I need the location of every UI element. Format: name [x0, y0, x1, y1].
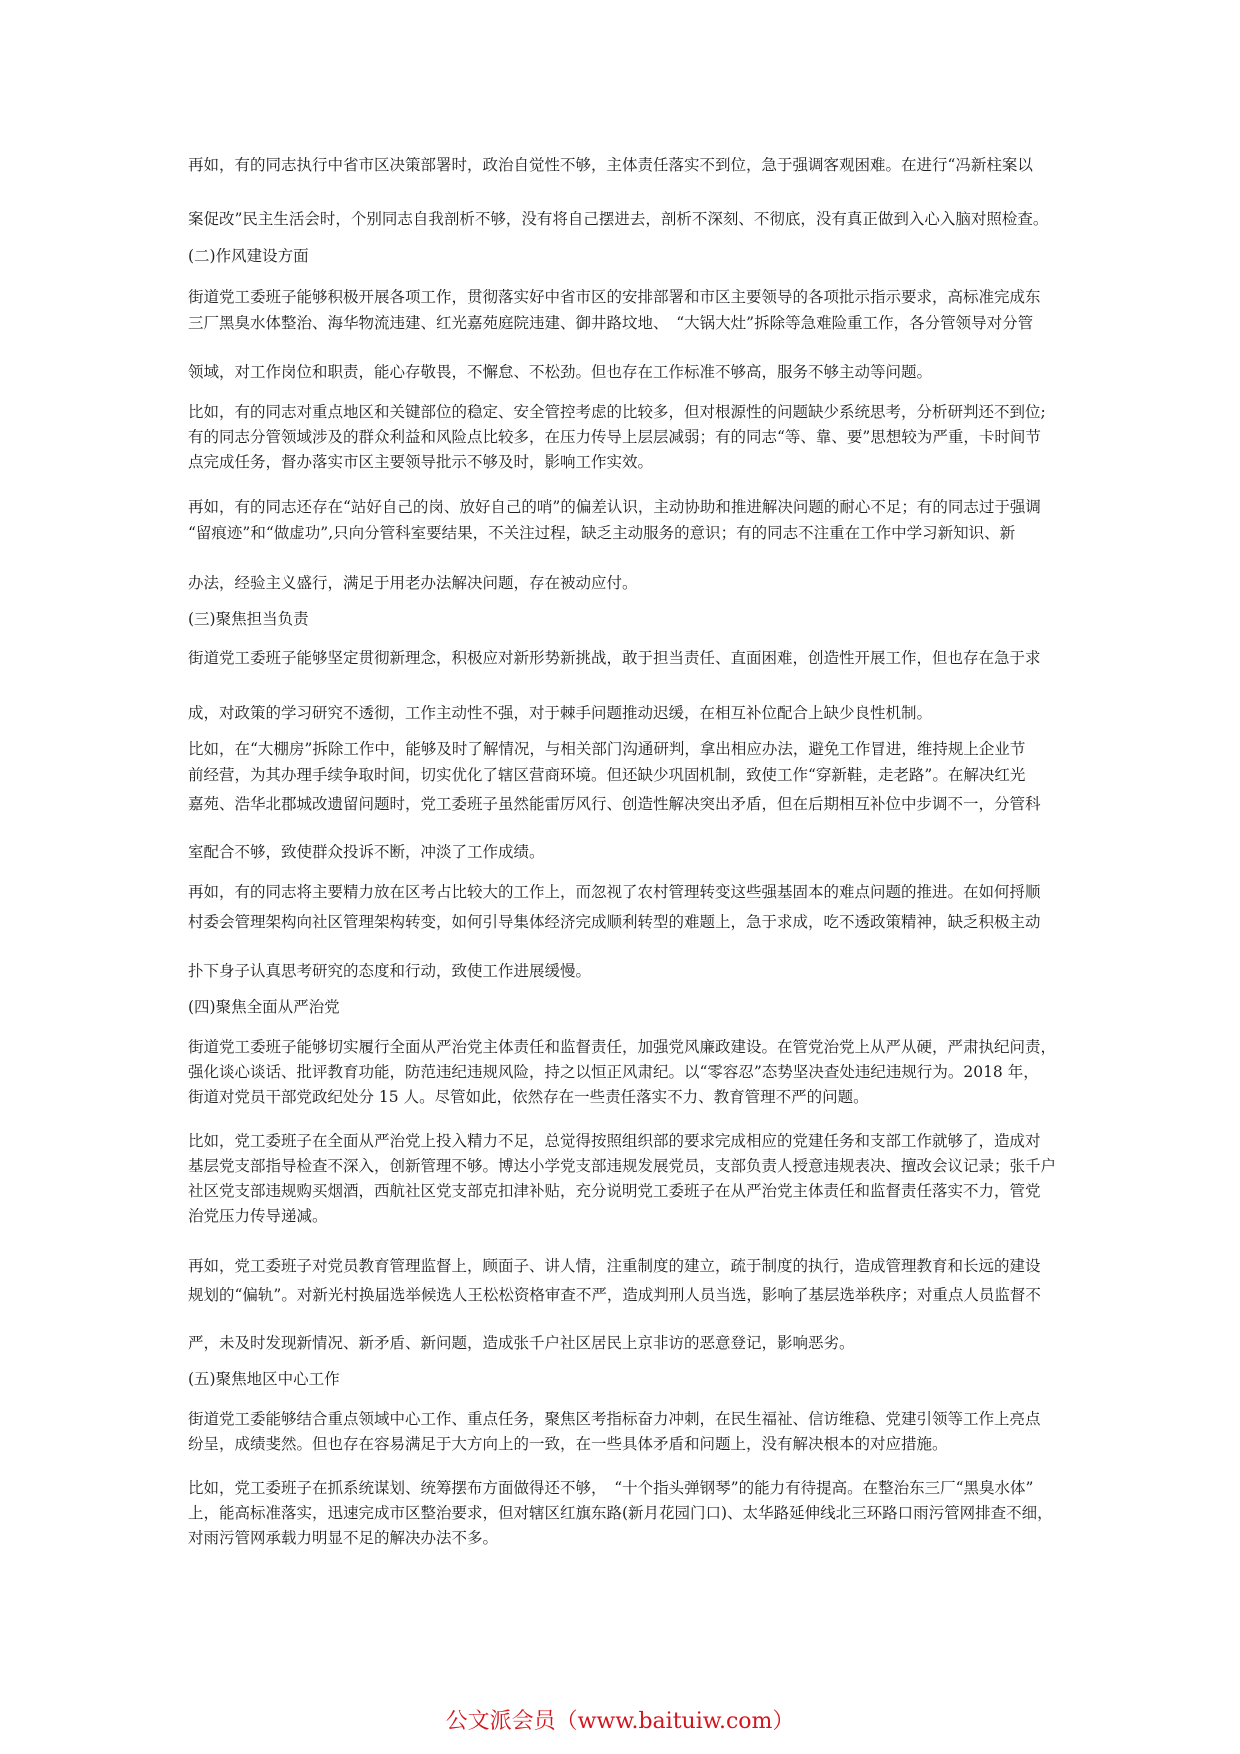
- text-line: 再如，有的同志将主要精力放在区考占比较大的工作上，而忽视了农村管理转变这些强基固本的难点问题的推进。在如何捋顺: [188, 883, 1041, 901]
- text-line: 治党压力传导递减。: [188, 1207, 328, 1225]
- text-line: 扑下身子认真思考研究的态度和行动，致使工作进展缓慢。: [188, 962, 592, 980]
- text-line: 街道党工委能够结合重点领域中心工作、重点任务，聚焦区考指标奋力冲刺，在民生福祉、信访维稳、党建引领等工作上亮点: [188, 1410, 1041, 1428]
- text-line: 上，能高标准落实，迅速完成市区整治要求，但对辖区红旗东路(新月花园门口)、太华路延伸线北三环路口雨污管网排查不细，: [188, 1504, 1053, 1522]
- text-line: 村委会管理架构向社区管理架构转变，如何引导集体经济完成顺利转型的难题上，急于求成，吃不透政策精神，缺乏积极主动: [188, 913, 1041, 931]
- text-line: 对雨污管网承载力明显不足的解决办法不多。: [188, 1529, 499, 1547]
- text-line: 再如，党工委班子对党员教育管理监督上，顾面子、讲人情，注重制度的建立，疏于制度的执行，造成管理教育和长远的建设: [188, 1257, 1041, 1275]
- text-line: 比如，在“大棚房”拆除工作中，能够及时了解情况，与相关部门沟通研判，拿出相应办法，避免工作冒进，维持规上企业节: [188, 740, 1026, 758]
- text-line: 严，未及时发现新情况、新矛盾、新问题，造成张千户社区居民上京非访的恶意登记，影响恶劣。: [188, 1334, 855, 1352]
- text-line: 街道党工委班子能够积极开展各项工作，贯彻落实好中省市区的安排部署和市区主要领导的各项批示指示要求，高标准完成东: [188, 288, 1041, 306]
- footer-watermark: 公文派会员（www.baituiw.com）: [445, 1709, 795, 1734]
- section-heading: (四)聚焦全面从严治党: [188, 998, 340, 1016]
- text-line: 有的同志分管领域涉及的群众利益和风险点比较多，在压力传导上层层减弱；有的同志“等、靠、要”思想较为严重，卡时间节: [188, 428, 1041, 446]
- text-line: 纷呈，成绩斐然。但也存在容易满足于大方向上的一致，在一些具体矛盾和问题上，没有解决根本的对应措施。: [188, 1435, 948, 1453]
- text-line: 街道对党员干部党政纪处分 15 人。尽管如此，依然存在一些责任落实不力、教育管理不严的问题。: [188, 1088, 869, 1106]
- text-line: 比如，有的同志对重点地区和关键部位的稳定、安全管控考虑的比较多，但对根源性的问题缺少系统思考，分析研判还不到位;: [188, 403, 1046, 421]
- text-line: 再如，有的同志执行中省市区决策部署时，政治自觉性不够，主体责任落实不到位，急于强调客观困难。在进行“冯新柱案以: [188, 156, 1033, 174]
- section-heading: (三)聚焦担当负责: [188, 610, 309, 628]
- text-line: 前经营，为其办理手续争取时间，切实优化了辖区营商环境。但还缺少巩固机制，致使工作“穿新鞋，走老路”。在解决红光: [188, 766, 1026, 784]
- text-line: 街道党工委班子能够坚定贯彻新理念，积极应对新形势新挑战，敢于担当责任、直面困难，创造性开展工作，但也存在急于求: [188, 649, 1041, 667]
- text-line: 再如，有的同志还存在“站好自己的岗、放好自己的哨”的偏差认识，主动协助和推进解决问题的耐心不足；有的同志过于强调: [188, 498, 1041, 516]
- text-line: 嘉苑、浩华北郡城改遗留问题时，党工委班子虽然能雷厉风行、创造性解决突出矛盾，但在后期相互补位中步调不一，分管科: [188, 795, 1041, 813]
- text-line: 案促改”民主生活会时，个别同志自我剖析不够，没有将自己摆进去，剖析不深刻、不彻底，没有真正做到入心入脑对照检查。: [188, 210, 1049, 228]
- section-heading: (五)聚焦地区中心工作: [188, 1370, 340, 1388]
- text-line: 强化谈心谈话、批评教育功能，防范违纪违规风险，持之以恒正风肃纪。以“零容忍”态势坚决查处违纪违规行为。2018 年，: [188, 1063, 1039, 1081]
- text-line: 社区党支部违规购买烟酒，西航社区党支部克扣津补贴，充分说明党工委班子在从严治党主体责任和监督责任落实不力，管党: [188, 1182, 1041, 1200]
- text-line: 成，对政策的学习研究不透彻，工作主动性不强，对于棘手问题推动迟缓，在相互补位配合上缺少良性机制。: [188, 704, 933, 722]
- text-line: 办法，经验主义盛行，满足于用老办法解决问题，存在被动应付。: [188, 574, 638, 592]
- text-line: “留痕迹”和“做虚功”,只向分管科室要结果，不关注过程，缺乏主动服务的意识；有的同志不注重在工作中学习新知识、新: [188, 524, 1016, 542]
- text-line: 点完成任务，督办落实市区主要领导批示不够及时，影响工作实效。: [188, 453, 654, 471]
- text-line: 比如，党工委班子在全面从严治党上投入精力不足，总觉得按照组织部的要求完成相应的党建任务和支部工作就够了，造成对: [188, 1132, 1041, 1150]
- text-line: 领域，对工作岗位和职责，能心存敬畏，不懈怠、不松劲。但也存在工作标准不够高，服务不够主动等问题。: [188, 363, 933, 381]
- text-line: 街道党工委班子能够切实履行全面从严治党主体责任和监督责任，加强党风廉政建设。在管党治党上从严从硬，严肃执纪问责，: [188, 1038, 1057, 1056]
- text-line: 室配合不够，致使群众投诉不断，冲淡了工作成绩。: [188, 843, 545, 861]
- text-line: 基层党支部指导检查不深入，创新管理不够。博达小学党支部违规发展党员，支部负责人授意违规表决、擅改会议记录；张千户: [188, 1157, 1057, 1175]
- text-line: 规划的“偏轨”。对新光村换届选举候选人王松松资格审查不严，造成判刑人员当选，影响了基层选举秩序；对重点人员监督不: [188, 1286, 1041, 1304]
- text-line: 比如，党工委班子在抓系统谋划、统筹摆布方面做得还不够， “十个指头弹钢琴”的能力有待提高。在整治东三厂“黑臭水体”: [188, 1479, 1034, 1497]
- section-heading: (二)作风建设方面: [188, 247, 309, 265]
- text-line: 三厂黑臭水体整治、海华物流违建、红光嘉苑庭院违建、御井路坟地、 “大锅大灶”拆除等急难险重工作，各分管领导对分管: [188, 314, 1034, 332]
